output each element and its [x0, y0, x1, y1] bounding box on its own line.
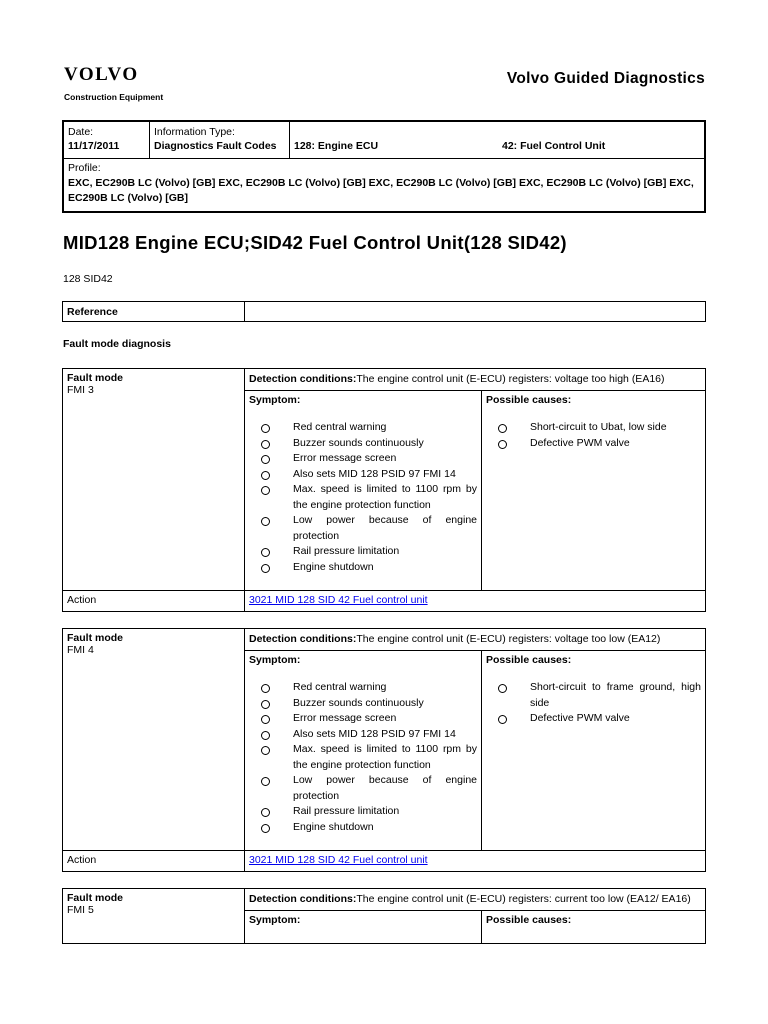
action-link[interactable]: 3021 MID 128 SID 42 Fuel control unit: [249, 854, 428, 866]
fault-mode-cell: [63, 629, 245, 850]
symptom-cell: [245, 911, 482, 943]
action-label: Action: [63, 851, 245, 871]
cause-text: Short-circuit to Ubat, low side: [530, 421, 667, 433]
symptom-item: [249, 436, 477, 452]
fault-mode-label: Fault mode: [67, 892, 124, 904]
detection-label: Detection conditions:: [249, 373, 357, 385]
symptom-item: [249, 420, 477, 436]
unit-cell: [498, 122, 704, 158]
fmi-value: FMI 4: [67, 644, 94, 656]
symptom-item: [249, 742, 477, 773]
cause-text: Defective PWM valve: [530, 712, 630, 724]
action-row: [63, 590, 705, 611]
date-cell: [64, 122, 150, 158]
detection-conditions: [245, 889, 705, 911]
symptom-text: Engine shutdown: [293, 560, 374, 573]
fault-mode-label: Fault mode: [67, 372, 124, 384]
detection-conditions: [245, 629, 705, 651]
causes-cell: [482, 391, 705, 590]
symptom-text: Also sets MID 128 PSID 97 FMI 14: [293, 727, 456, 740]
symptom-item: [249, 773, 477, 804]
detection-label: Detection conditions:: [249, 893, 357, 905]
bullet-circle-icon: [498, 440, 507, 449]
bullet-circle-icon: [498, 424, 507, 433]
symptom-item: [249, 727, 477, 743]
symptom-item: [249, 451, 477, 467]
symptom-text: Max. speed is limited to 1100 rpm by the engine protection function: [293, 743, 477, 771]
symptom-item: [249, 513, 477, 544]
volvo-logo: VOLVO: [64, 64, 139, 85]
section-title: Fault mode diagnosis: [63, 338, 171, 350]
bullet-circle-icon: [261, 440, 270, 449]
date-value: 11/17/2011: [68, 140, 120, 152]
fault-code: 128 SID42: [63, 273, 113, 285]
date-label: Date:: [68, 126, 94, 138]
symptom-item: [249, 560, 477, 576]
causes-cell: [482, 911, 705, 943]
symptom-item: [249, 482, 477, 513]
symptom-text: Error message screen: [293, 452, 397, 464]
logo-subtitle: Construction Equipment: [64, 92, 164, 102]
document-info-table: [62, 120, 706, 213]
action-label: Action: [63, 591, 245, 611]
action-row: [63, 850, 705, 871]
symptom-text: Also sets MID 128 PSID 97 FMI 14: [293, 467, 456, 480]
symptom-text: Rail pressure limitation: [293, 545, 400, 557]
fault-mode-cell: [63, 889, 245, 943]
profile-cell: [64, 159, 704, 211]
bullet-circle-icon: [261, 715, 270, 724]
bullet-circle-icon: [261, 808, 270, 817]
reference-value: [245, 302, 705, 321]
unit-value: 42: Fuel Control Unit: [502, 140, 606, 152]
cause-text: Defective PWM valve: [530, 436, 630, 449]
bullet-circle-icon: [261, 746, 270, 755]
cause-item: [486, 436, 701, 452]
symptom-item: [249, 804, 477, 820]
info-type-cell: [150, 122, 290, 158]
bullet-circle-icon: [261, 548, 270, 557]
symptom-text: Low power because of engine protection: [293, 774, 477, 802]
bullet-circle-icon: [261, 564, 270, 573]
bullet-circle-icon: [261, 424, 270, 433]
symptom-text: Red central warning: [293, 681, 387, 693]
ecu-cell: [290, 122, 498, 158]
causes-label: Possible causes:: [486, 394, 572, 406]
symptom-item: [249, 544, 477, 560]
cause-item: [486, 711, 701, 727]
bullet-circle-icon: [498, 684, 507, 693]
bullet-circle-icon: [261, 777, 270, 786]
bullet-circle-icon: [261, 471, 270, 480]
symptom-item: [249, 711, 477, 727]
page-title: MID128 Engine ECU;SID42 Fuel Control Unit(128 SID42): [63, 232, 567, 253]
causes-label: Possible causes:: [486, 914, 572, 926]
bullet-circle-icon: [261, 824, 270, 833]
symptom-item: [249, 696, 477, 712]
ecu-value: 128: Engine ECU: [294, 140, 379, 152]
cause-text: Short-circuit to frame ground, high side: [530, 681, 701, 709]
detection-text: The engine control unit (E-ECU) registers: voltage too high (EA16): [356, 373, 665, 385]
bullet-circle-icon: [261, 700, 270, 709]
fault-block-fmi5: [62, 888, 706, 944]
symptom-text: Rail pressure limitation: [293, 805, 400, 817]
causes-cell: [482, 651, 705, 850]
action-link[interactable]: 3021 MID 128 SID 42 Fuel control unit: [249, 594, 428, 606]
cause-item: [486, 680, 701, 711]
symptom-text: Buzzer sounds continuously: [293, 436, 424, 449]
symptom-label: Symptom:: [249, 914, 301, 926]
bullet-circle-icon: [261, 517, 270, 526]
reference-table: [62, 301, 706, 322]
profile-value: EXC, EC290B LC (Volvo) [GB] EXC, EC290B LC (Volvo) [GB] EXC, EC290B LC (Volvo) [GB] EXC, EC290B LC (Volvo) [GB] EXC, EC290B LC (Volvo) [GB]: [68, 177, 694, 204]
symptom-cell: [245, 651, 482, 850]
reference-label: Reference: [63, 302, 245, 321]
symptom-text: Error message screen: [293, 712, 397, 724]
fault-mode-cell: [63, 369, 245, 590]
cause-item: [486, 420, 701, 436]
detection-label: Detection conditions:: [249, 633, 357, 645]
bullet-circle-icon: [261, 455, 270, 464]
app-title: Volvo Guided Diagnostics: [506, 70, 705, 87]
symptom-cell: [245, 391, 482, 590]
symptom-label: Symptom:: [249, 654, 301, 666]
symptom-item: [249, 820, 477, 836]
symptom-item: [249, 467, 477, 483]
symptom-item: [249, 680, 477, 696]
info-type-value: Diagnostics Fault Codes: [154, 140, 277, 152]
causes-label: Possible causes:: [486, 654, 572, 666]
symptom-text: Max. speed is limited to 1100 rpm by the engine protection function: [293, 483, 477, 511]
fault-block-fmi3: [62, 368, 706, 612]
symptom-label: Symptom:: [249, 394, 301, 406]
detection-conditions: [245, 369, 705, 391]
bullet-circle-icon: [261, 486, 270, 495]
fault-block-fmi4: [62, 628, 706, 872]
bullet-circle-icon: [261, 731, 270, 740]
bullet-circle-icon: [498, 715, 507, 724]
fault-mode-label: Fault mode: [67, 632, 124, 644]
profile-label: Profile:: [68, 162, 101, 174]
symptom-text: Buzzer sounds continuously: [293, 696, 424, 709]
fmi-value: FMI 3: [67, 384, 94, 396]
symptom-text: Engine shutdown: [293, 820, 374, 833]
symptom-text: Low power because of engine protection: [293, 514, 477, 542]
bullet-circle-icon: [261, 684, 270, 693]
info-type-label: Information Type:: [154, 126, 235, 138]
detection-text: The engine control unit (E-ECU) registers: current too low (EA12/ EA16): [356, 893, 691, 905]
symptom-text: Red central warning: [293, 421, 387, 433]
fmi-value: FMI 5: [67, 904, 94, 916]
detection-text: The engine control unit (E-ECU) registers: voltage too low (EA12): [356, 633, 661, 645]
